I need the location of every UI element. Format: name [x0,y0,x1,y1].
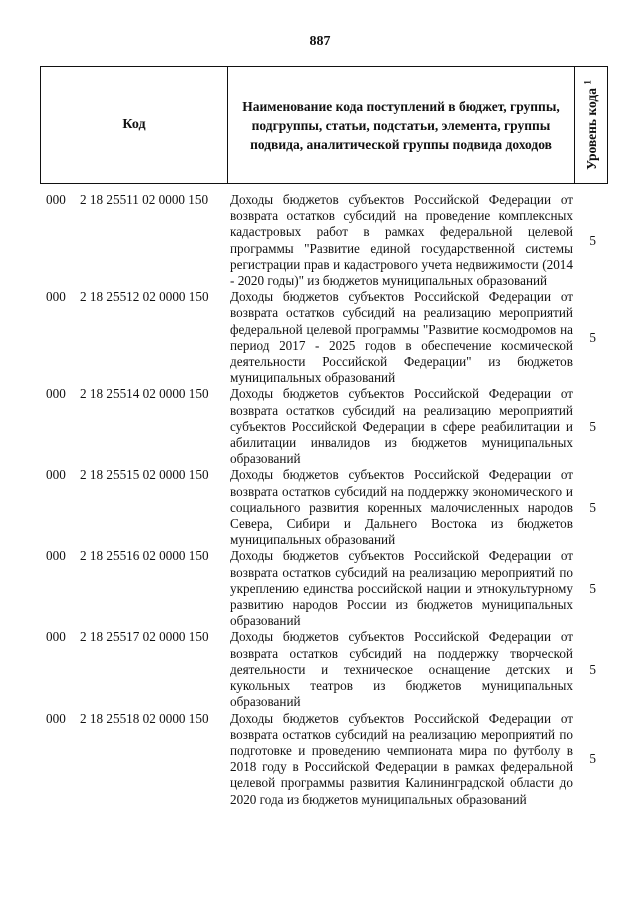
row-level: 5 [589,580,596,596]
row-level: 5 [589,499,596,515]
row-description: Доходы бюджетов субъектов Российской Федерации от возврата остатков субсидий на реализацию мероприятий субъектов Российской Федерации в сфере реабилитации и абилитации инвалидов из бюджетов муниципальных образований [230,386,573,467]
table-row [40,629,608,710]
row-level: 5 [589,418,596,434]
table-row [40,548,608,629]
row-description: Доходы бюджетов субъектов Российской Федерации от возврата остатков субсидий на проведение комплексных кадастровых работ в рамках федеральной целевой программы "Развитие единой государственной системы регистрации прав и кадастрового учета недвижимости (2014 - 2020 годы)" из бюджетов муниципальных образований [230,192,573,289]
row-prefix: 000 [46,467,66,483]
row-prefix: 000 [46,192,66,207]
row-prefix: 000 [46,289,66,305]
table-row [40,711,608,808]
row-description: Доходы бюджетов субъектов Российской Федерации от возврата остатков субсидий на поддержку творческой деятельности и техническое оснащение детских и кукольных театров из бюджетов муниципальных образований [230,629,573,710]
row-level: 5 [589,329,596,345]
row-level: 5 [589,232,596,248]
row-code: 2 18 25514 02 0000 150 [80,386,209,402]
table-row [40,467,608,548]
header-name: Наименование кода поступлений в бюджет, группы, подгруппы, статьи, подстатьи, элемента, группы подвида, аналитической группы подвида доходов [228,67,575,183]
row-code: 2 18 25516 02 0000 150 [80,548,209,564]
header-code: Код [41,67,228,183]
row-level: 5 [589,661,596,677]
header-level-cell [575,67,607,183]
row-code: 2 18 25518 02 0000 150 [80,710,209,726]
header-level-label: Уровень кода [583,88,599,170]
table-row [40,386,608,467]
row-code: 2 18 25517 02 0000 150 [80,629,209,645]
table-row [40,289,608,386]
row-description: Доходы бюджетов субъектов Российской Федерации от возврата остатков субсидий на поддержку экономического и социального развития коренных малочисленных народов Севера, Сибири и Дальнего Востока из бюджетов муниципальных образований [230,467,573,548]
table-header [40,66,608,184]
row-description: Доходы бюджетов субъектов Российской Федерации от возврата остатков субсидий на реализацию мероприятий федеральной целевой программы "Развитие космодромов на период 2017 - 2025 годов в обеспечение космической деятельности Российской Федерации" из бюджетов муниципальных образований [230,289,573,386]
row-code: 2 18 25512 02 0000 150 [80,289,209,305]
table-body [40,192,608,808]
row-prefix: 000 [46,386,66,402]
header-level-footnote: 1 [582,80,593,85]
page-number: 887 [309,34,331,49]
row-description: Доходы бюджетов субъектов Российской Федерации от возврата остатков субсидий на реализацию мероприятий по укреплению единства российской нации и этнокультурному развитию народов России из бюджетов муниципальных образований [230,548,573,629]
row-level: 5 [589,751,596,766]
row-prefix: 000 [46,710,66,726]
table-row [40,192,608,289]
row-code: 2 18 25511 02 0000 150 [80,192,209,207]
row-code: 2 18 25515 02 0000 150 [80,467,209,483]
row-description: Доходы бюджетов субъектов Российской Федерации от возврата остатков субсидий на реализацию мероприятий по подготовке и проведению чемпионата мира по футболу в 2018 году в Российской Федерации в рамках федеральной целевой программы развития Калининградской области до 2020 года из бюджетов муниципальных образований [230,710,573,807]
row-prefix: 000 [46,629,66,645]
row-prefix: 000 [46,548,66,564]
header-level [582,80,600,170]
